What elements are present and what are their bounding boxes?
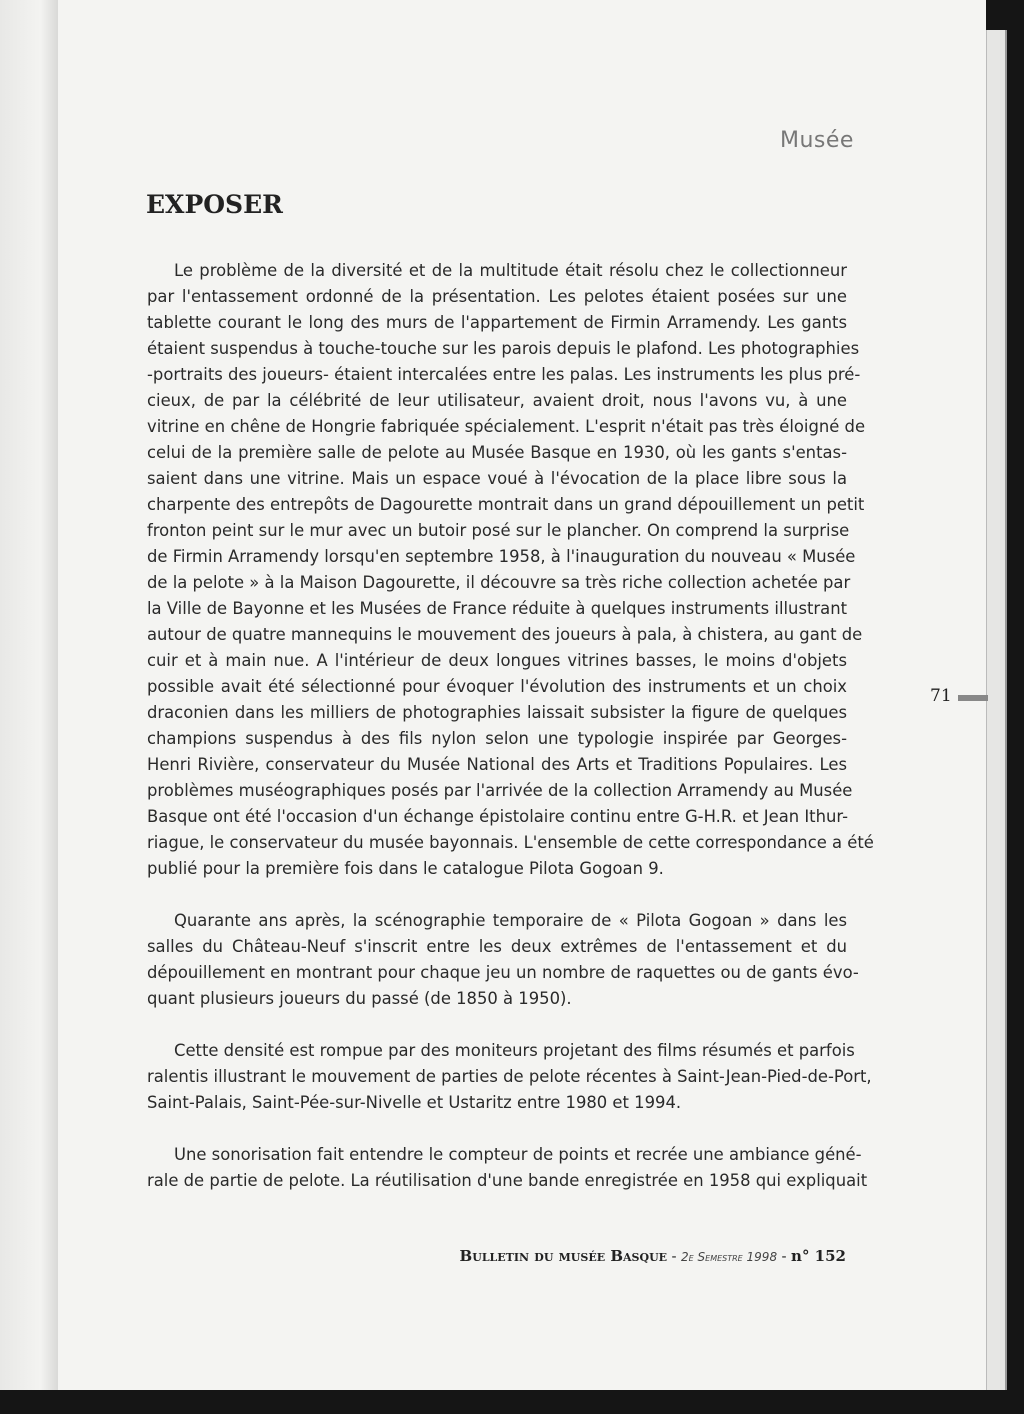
text-line: Le problème de la diversité et de la multitude était résolu chez le collectionneur	[174, 261, 847, 280]
text-line: vitrine en chêne de Hongrie fabriquée spécialement. L'esprit n'était pas très éloigné de	[147, 417, 866, 436]
text-line: Cette densité est rompue par des moniteurs projetant des films résumés et parfois	[174, 1041, 855, 1060]
paragraph	[147, 1142, 868, 1194]
text-line: cuir et à main nue. A l'intérieur de deux longues vitrines basses, le moins d'objets	[147, 651, 847, 670]
text-line: de Firmin Arramendy lorsqu'en septembre 1958, à l'inauguration du nouveau « Musée	[147, 547, 856, 566]
footer	[460, 1247, 846, 1265]
journal-name: Bulletin du musée Basque	[459, 1247, 668, 1265]
text-line: -portraits des joueurs- étaient intercalées entre les palas. Les instruments les plus pré-	[147, 365, 861, 384]
text-line: dépouillement en montrant pour chaque jeu un nombre de raquettes ou de gants évo-	[147, 963, 859, 982]
text-line: cieux, de par la célébrité de leur utilisateur, avaient droit, nous l'avons vu, à une	[147, 391, 847, 410]
text-line: la Ville de Bayonne et les Musées de France réduite à quelques instruments illustrant	[147, 599, 848, 618]
paragraph	[147, 1038, 872, 1116]
text-line: problèmes muséographiques posés par l'arrivée de la collection Arramendy au Musée	[147, 781, 853, 800]
text-line: par l'entassement ordonné de la présentation. Les pelotes étaient posées sur une	[147, 287, 847, 306]
paragraph	[147, 258, 874, 882]
text-line: possible avait été sélectionné pour évoquer l'évolution des instruments et un choix	[147, 677, 847, 696]
text-line: Basque ont été l'occasion d'un échange épistolaire continu entre G-H.R. et Jean Ithur-	[147, 807, 848, 826]
text-line: étaient suspendus à touche-touche sur les parois depuis le plafond. Les photographies	[147, 339, 860, 358]
separator: -	[667, 1249, 682, 1265]
text-line: Saint-Palais, Saint-Pée-sur-Nivelle et Ustaritz entre 1980 et 1994.	[147, 1093, 682, 1112]
text-line: Une sonorisation fait entendre le compteur de points et recrée une ambiance géné-	[174, 1145, 862, 1164]
text-line: autour de quatre mannequins le mouvement des joueurs à pala, à chistera, au gant de	[147, 625, 863, 644]
issue-number: n° 152	[791, 1247, 846, 1265]
page-number: 71	[930, 686, 952, 706]
text-line: quant plusieurs joueurs du passé (de 1850 à 1950).	[147, 989, 572, 1008]
text-line: saient dans une vitrine. Mais un espace voué à l'évocation de la place libre sous la	[147, 469, 847, 488]
article-title: EXPOSER	[146, 190, 283, 219]
text-line: salles du Château-Neuf s'inscrit entre les deux extrêmes de l'entassement et du	[147, 937, 847, 956]
text-line: champions suspendus à des fils nylon selon une typologie inspirée par Georges-	[147, 729, 847, 748]
text-line: fronton peint sur le mur avec un butoir posé sur le plancher. On comprend la surprise	[147, 521, 850, 540]
paragraph	[147, 908, 859, 1012]
text-line: riague, le conservateur du musée bayonnais. L'ensemble de cette correspondance a été	[147, 833, 874, 852]
text-line: rale de partie de pelote. La réutilisation d'une bande enregistrée en 1958 qui expliquait	[147, 1171, 868, 1190]
page-tab-marker	[958, 695, 988, 701]
text-line: ralentis illustrant le mouvement de parties de pelote récentes à Saint-Jean-Pied-de-Port,	[147, 1067, 872, 1086]
text-line: publié pour la première fois dans le catalogue Pilota Gogoan 9.	[147, 859, 664, 878]
text-line: Quarante ans après, la scénographie temporaire de « Pilota Gogoan » dans les	[174, 911, 847, 930]
text-line: de la pelote » à la Maison Dagourette, il découvre sa très riche collection achetée par	[147, 573, 851, 592]
section-header: Musée	[780, 128, 854, 153]
separator: -	[777, 1249, 792, 1265]
text-line: draconien dans les milliers de photographies laissait subsister la figure de quelques	[147, 703, 847, 722]
text-line: celui de la première salle de pelote au Musée Basque en 1930, où les gants s'entas-	[147, 443, 847, 462]
facing-page-edge	[0, 0, 58, 1390]
page-edge	[986, 30, 1007, 1390]
text-line: Henri Rivière, conservateur du Musée National des Arts et Traditions Populaires. Les	[147, 755, 847, 774]
text-line: charpente des entrepôts de Dagourette montrait dans un grand dépouillement un petit	[147, 495, 865, 514]
article-body	[147, 258, 874, 1220]
text-line: tablette courant le long des murs de l'appartement de Firmin Arramendy. Les gants	[147, 313, 847, 332]
semester: 2e Semestre 1998	[681, 1250, 778, 1264]
